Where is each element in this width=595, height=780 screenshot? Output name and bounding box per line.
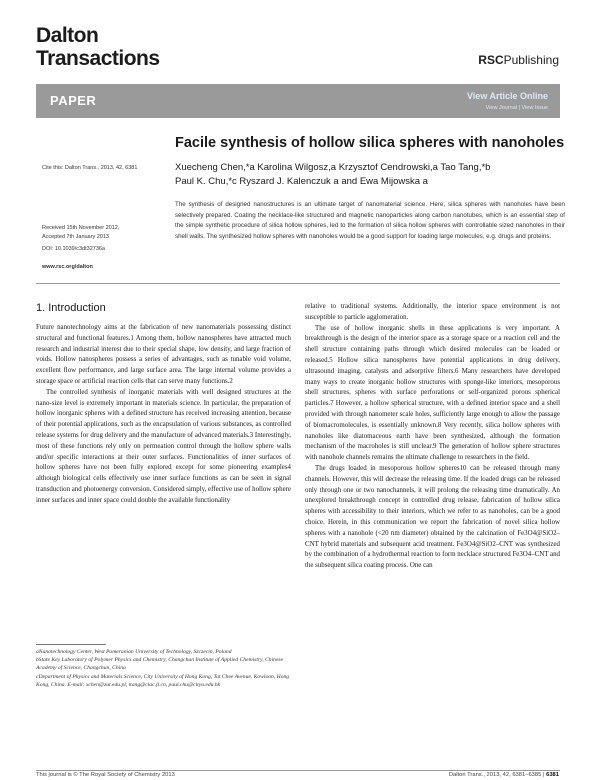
paragraph: relative to traditional systems. Additionally, the interior space environment is not susceptible to particle agglomeration. [305, 303, 560, 321]
paragraph: The controlled synthesis of inorganic materials with well designed structures at the nano-size level is extremely important in materials science. In particular, the preparation of hollow inorganic spheres with a defined structure has received increasing attention, because of their potential applications, such as the encapsulation of various substances, as controlled release systems for drug delivery and the manufacture of advanced materials.3 Interestingly, most of these functions rely only on permeation control through the hollow sphere walls and/or specific interactions at their outer surfaces. Functionalities of inner surfaces of hollow spheres have not been fully explored except for some pioneering examples4 although biological cells effectively use inner surface functions as can be seen in signal transduction and photoenergy conversion. Considered simply, effective use of hollow sphere inner surfaces and inner space could double the available functionality [36, 388, 291, 504]
article-type-banner [36, 84, 560, 118]
journal-website-link[interactable]: www.rsc.org/dalton [42, 264, 93, 270]
author-list [175, 161, 565, 189]
journal-name-line1: Dalton [36, 24, 99, 47]
paragraph: The drugs loaded in mesoporous hollow spheres10 can be released through many channels. However, this will decrease the releasing time. If the loaded drugs can be released only through one or two nanochannels, it will prolong the releasing time dramatically. An unexplored breakthrough concept in controlled drug release, fabrication of hollow silica spheres with accessibility to their interiors, which we refer to as nanoholes, can be a good choice. Herein, in this communication we report the fabrication of novel silica hollow spheres with a nanohole (<20 nm diameter) obtained by the calcination of Fe3O4@SiO2–CNT hybrid materials and subsequent acid treatment. Fe3O4@SiO2–CNT was synthesized by the combination of a hydrothermal reaction to form necklace structured Fe3O4–CNT and the subsequent silica coating process. One can [305, 464, 560, 570]
footnote: cDepartment of Physics and Materials Science, City University of Hong Kong, Tat Chee Avenue, Kowloon, Hong Kong, China. E-mail: xchen@zut.edu.pl, ttang@ciac.jl.cn, paul.chu@cityu.edu.hk [36, 673, 290, 688]
affiliation-footnotes [36, 648, 291, 689]
journal-name-line2: Transactions [36, 47, 160, 70]
article-type-label: PAPER [50, 93, 97, 108]
page-number: 6381 [546, 772, 559, 778]
section-heading: 1. Introduction [36, 302, 106, 314]
author-line-1: Xuecheng Chen,*a Karolina Wilgosz,a Krzysztof Cendrowski,a Tao Tang,*b [175, 162, 491, 173]
doi[interactable]: DOI: 10.1039/c3dt32736a [42, 246, 105, 252]
publisher-publishing: Publishing [503, 53, 559, 67]
view-article-online-link[interactable]: View Article Online [466, 91, 548, 101]
footnote-divider [36, 644, 106, 645]
publisher-logo[interactable] [478, 53, 559, 67]
footnote: aNanotechnology Center, West Pomeranian University of Technology, Szczecin, Poland [36, 649, 232, 655]
received-dates [42, 224, 167, 241]
copyright-footer: This journal is © The Royal Society of Chemistry 2013 [36, 772, 175, 778]
citation: Cite this: Dalton Trans., 2013, 42, 6381 [42, 165, 138, 171]
page-footer [449, 772, 559, 778]
body-column-left [36, 323, 291, 507]
journal-name [36, 24, 160, 70]
journal-citation-footer: Dalton Trans., 2013, 42, 6381–6385 | [448, 772, 545, 778]
received-date: Received 15th November 2012, [42, 225, 120, 231]
publisher-rsc: RSC [478, 53, 504, 67]
body-column-right [305, 302, 560, 572]
abstract: The synthesis of designed nanostructures is an ultimate target of nanomaterial science. Here, silica spheres with nanoholes have been selectively prepared. Coating the necklace-like structured and magnetic nanoparticles along carbon nanotubes, which is an essential step of the simple synthetic procedure of silica hollow spheres, led to the formation of silica hollow spheres with controllable sized nanoholes in their shell walls. The synthesized hollow spheres with nanoholes would be a good support for loading large molecules, e.g. drugs and proteins. [175, 201, 565, 240]
footnote: bState Key Laboratory of Polymer Physics and Chemistry, Changchun Institute of Applied Chemistry, Chinese Academy of Science, Changchun, China [36, 657, 284, 672]
header-divider [36, 283, 560, 284]
accepted-date: Accepted 7th January 2013 [42, 233, 109, 240]
paragraph: The use of hollow inorganic shells in these applications is very important. A breakthrough is the design of the interior space as a storage space or a reaction cell and the shell structure containing paths through which desired molecules can be loaded or released.5 Hollow silica nanospheres have potential applications in drug delivery, ultrasound imaging, catalysts and adsorptive filters.6 Many researchers have developed many ways to create inorganic hollow structures with sponge-like interiors, mesoporous shell structures, spheres with surface perforations or self-organized porous spherical particles.7 However, a hollow spherical structure, with a defined interior space and a shell provided with through nanometer scale holes, sufficiently large enough to allow the passage of biomacromolecules, is essentially unknown.8 Very recently, silica hollow spheres with nanoholes like diatomaceous earth have been synthesized, although the formation mechanism of the macroholes is still unclear.9 The generation of hollow sphere structures with nanohole channels remains the ultimate challenge to researchers in the field. [305, 324, 560, 462]
footer-divider [36, 770, 560, 771]
view-journal-issue-link[interactable]: View Journal | View Issue [485, 105, 548, 111]
author-line-2: Paul K. Chu,*c Ryszard J. Kalenczuk a and Ewa Mijowska a [175, 176, 428, 187]
paragraph: Future nanotechnology aims at the fabrication of new nanomaterials possessing distinct structural and functional features.1 Among them, hollow nanospheres have attracted much research and industrial interest due to their special shape, low density, and large fraction of voids. Hollow nanospheres possess a series of advantages, such as tunable void volume, excellent flow performance, and large surface area. The large internal volume provides a storage space or artificial reaction cells that can serve many functions.2 [36, 324, 291, 385]
article-title: Facile synthesis of hollow silica spheres with nanoholes [175, 135, 565, 151]
